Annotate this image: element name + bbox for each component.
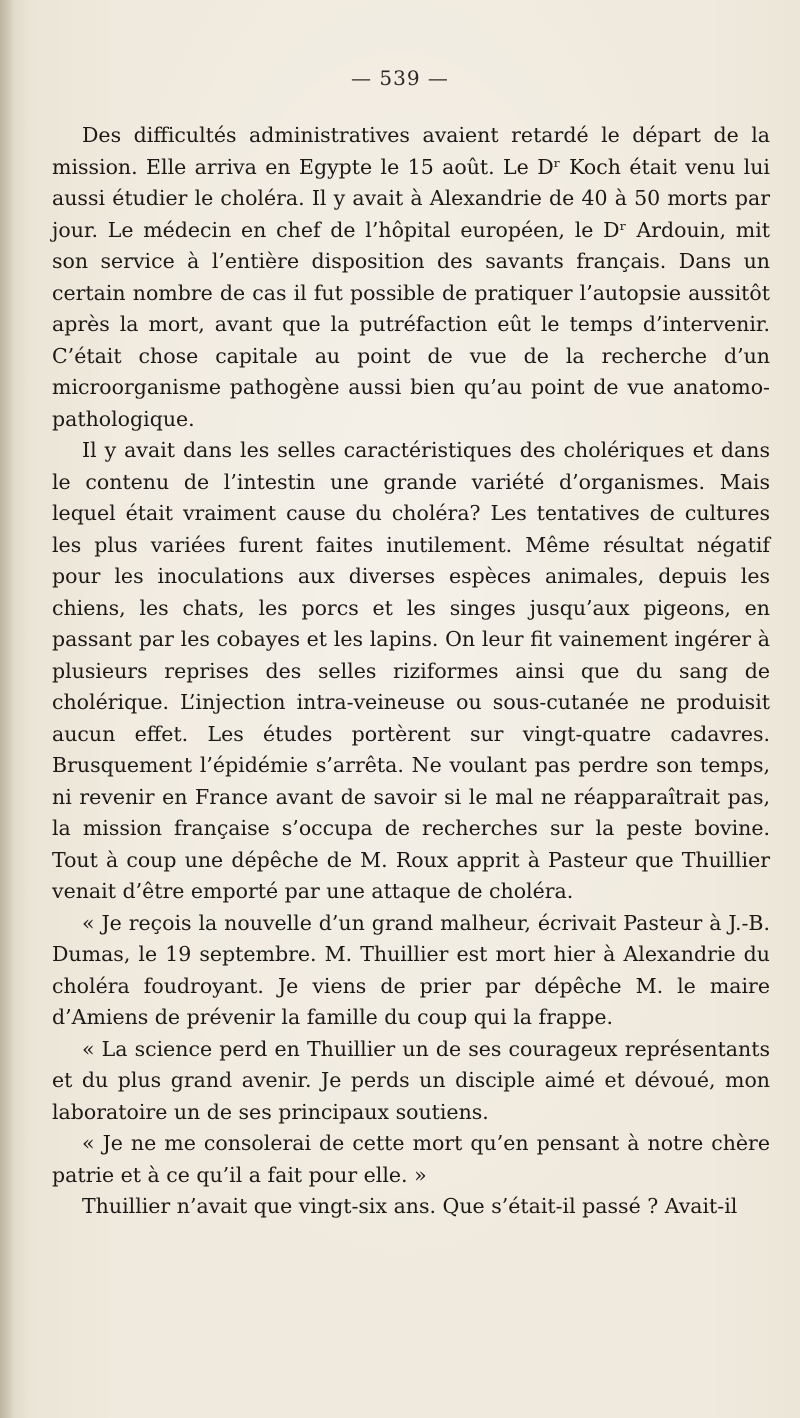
paragraph: Thuillier n’avait que vingt-six ans. Que s’était-il passé ? Avait-il bbox=[82, 1194, 738, 1218]
page-edge-shadow bbox=[0, 0, 14, 1418]
paragraph: Des difficultés administratives avaient retardé le départ de la mission. Elle arriva en Egypte le 15 août. Le Dʳ Koch était venu lui aussi étudier le choléra. Il y avait à Alexandrie de 40 à 50 morts par jour. Le médecin en chef de l’hôpital européen, le Dʳ Ardouin, mit son service à l’entière disposition des savants français. Dans un certain nombre de cas il fut possible de pratiquer l’autopsie aussitôt après la mort, avant que la putréfaction eût le temps d’intervenir. C’était chose capitale au point de vue de la recherche d’un microorganisme pathogène aussi bien qu’au point de vue anatomo-pathologique. bbox=[52, 123, 770, 431]
page-number: — 539 — bbox=[351, 66, 449, 90]
body-text bbox=[52, 120, 770, 1223]
paragraph: « La science perd en Thuillier un de ses courageux représentants et du plus grand avenir. Je perds un disciple aimé et dévoué, mon laboratoire un de ses principaux soutiens. bbox=[52, 1036, 770, 1124]
paragraph: « Je reçois la nouvelle d’un grand malheur, écrivait Pasteur à J.-B. Dumas, le 19 septembre. M. Thuillier est mort hier à Alexandrie du choléra foudroyant. Je viens de prier par dépêche M. le maire d’Amiens de prévenir la famille du coup qui la frappe. bbox=[52, 910, 770, 1029]
paragraph: « Je ne me consolerai de cette mort qu’en pensant à notre chère patrie et à ce qu’il a fait pour elle. » bbox=[52, 1131, 770, 1187]
paragraph: Il y avait dans les selles caractéristiques des cholériques et dans le contenu de l’intestin une grande variété d’organismes. Mais lequel était vraiment cause du choléra? Les tentatives de cultures les plus variées furent faites inutilement. Même résultat négatif pour les inoculations aux diverses espèces animales, depuis les chiens, les chats, les porcs et les singes jusqu’aux pigeons, en passant par les cobayes et les lapins. On leur fit vainement ingérer à plusieurs reprises des selles riziformes ainsi que du sang de cholérique. L’injection intra-veineuse ou sous-cutanée ne produisit aucun effet. Les études portèrent sur vingt-quatre cadavres. Brusquement l’épidémie s’arrêta. Ne voulant pas perdre son temps, ni revenir en France avant de savoir si le mal ne réapparaîtrait pas, la mission française s’occupa de recherches sur la peste bovine. Tout à coup une dépêche de M. Roux apprit à Pasteur que Thuillier venait d’être emporté par une attaque de choléra. bbox=[52, 438, 770, 903]
